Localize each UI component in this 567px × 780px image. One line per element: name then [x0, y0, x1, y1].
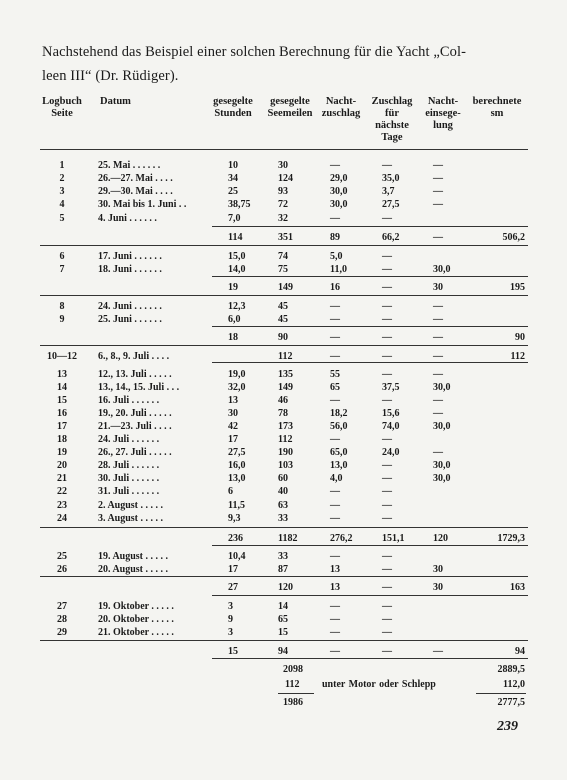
header-stunden	[206, 96, 260, 120]
cell-date: 19. Oktober . . . . .	[98, 601, 174, 612]
footer-rule-computed	[476, 693, 526, 694]
cell-logbook-page: 4	[59, 199, 65, 210]
cell-night-surcharge: —	[330, 160, 340, 171]
intro-line-2: leen III“ (Dr. Rüdiger).	[42, 68, 179, 84]
cell-date: 3. August . . . . .	[98, 513, 164, 524]
header-datum	[100, 96, 131, 108]
header-berechnete-line: sm	[490, 108, 504, 119]
cell-logbook-page: 27	[57, 601, 67, 612]
cell-sailed-hours: 6	[228, 486, 233, 497]
cell-night-surcharge: 16	[330, 282, 340, 293]
cell-logbook-page: 20	[57, 460, 67, 471]
cell-next-day-surcharge: 66,2	[382, 232, 400, 243]
cell-date: 28. Juli . . . . . .	[98, 460, 160, 471]
cell-computed-miles: 90	[515, 332, 525, 343]
cell-date: 17. Juni . . . . . .	[98, 251, 162, 262]
cell-night-surcharge: —	[330, 513, 340, 524]
cell-night-entry: —	[433, 332, 443, 343]
header-seemeilen-line: gesegelte	[270, 96, 310, 107]
cell-sailed-hours: 15	[228, 646, 238, 657]
cell-next-day-surcharge: —	[382, 351, 392, 362]
header-logbuch-line: Seite	[51, 108, 73, 119]
cell-night-surcharge: 276,2	[330, 533, 353, 544]
cell-sailed-miles: 72	[278, 199, 288, 210]
cell-night-surcharge: 30,0	[330, 186, 348, 197]
header-nachtzuschlag-line: zuschlag	[321, 108, 361, 119]
cell-sailed-miles: 1182	[278, 533, 298, 544]
cell-logbook-page: 10—12	[47, 351, 77, 362]
cell-next-day-surcharge: —	[382, 646, 392, 657]
cell-sailed-hours: 18	[228, 332, 238, 343]
cell-night-surcharge: —	[330, 332, 340, 343]
cell-sailed-hours: 9	[228, 614, 233, 625]
cell-sailed-hours: 30	[228, 408, 238, 419]
cell-sailed-hours: 14,0	[228, 264, 246, 275]
cell-night-entry: 30	[433, 582, 443, 593]
cell-date: 21. Oktober . . . . .	[98, 627, 174, 638]
cell-night-entry: 30,0	[433, 421, 451, 432]
cell-night-surcharge: —	[330, 434, 340, 445]
cell-sailed-miles: 173	[278, 421, 293, 432]
header-nachteinsegelung-line: Nacht-	[427, 96, 459, 107]
cell-night-surcharge: —	[330, 551, 340, 562]
cell-date: 21.—23. Juli . . . .	[98, 421, 172, 432]
intro-line-1: Nachstehend das Beispiel einer solchen Berechnung für die Yacht „Col-	[42, 44, 467, 60]
cell-logbook-page: 17	[57, 421, 67, 432]
cell-sailed-miles: 112	[278, 351, 293, 362]
footer-motor-miles: 112	[285, 679, 300, 690]
cell-sailed-hours: 13	[228, 395, 238, 406]
cell-computed-miles: 506,2	[502, 232, 525, 243]
cell-next-day-surcharge: 74,0	[382, 421, 400, 432]
cell-logbook-page: 3	[59, 186, 65, 197]
header-datum-line: Datum	[100, 96, 131, 107]
cell-night-surcharge: —	[330, 213, 340, 224]
header-nachteinsegelung	[420, 96, 466, 132]
cell-sailed-hours: 19	[228, 282, 238, 293]
table-rule	[212, 276, 528, 277]
cell-next-day-surcharge: —	[382, 486, 392, 497]
cell-next-day-surcharge: —	[382, 460, 392, 471]
cell-sailed-hours: 17	[228, 564, 238, 575]
cell-logbook-page: 16	[57, 408, 67, 419]
cell-next-day-surcharge: —	[382, 582, 392, 593]
header-berechnete-line: berechnete	[472, 96, 522, 107]
cell-sailed-miles: 351	[278, 232, 293, 243]
cell-sailed-hours: 17	[228, 434, 238, 445]
cell-next-day-surcharge: —	[382, 314, 392, 325]
cell-sailed-hours: 27,5	[228, 447, 246, 458]
cell-sailed-miles: 63	[278, 500, 288, 511]
cell-sailed-hours: 32,0	[228, 382, 246, 393]
cell-next-day-surcharge: 15,6	[382, 408, 400, 419]
cell-date: 13., 14., 15. Juli . . .	[98, 382, 180, 393]
cell-sailed-miles: 112	[278, 434, 293, 445]
cell-night-surcharge: 13	[330, 564, 340, 575]
cell-date: 18. Juni . . . . . .	[98, 264, 162, 275]
cell-sailed-hours: 42	[228, 421, 238, 432]
header-nachtzuschlag	[318, 96, 364, 120]
cell-date: 29.—30. Mai . . . .	[98, 186, 173, 197]
cell-night-surcharge: —	[330, 301, 340, 312]
cell-night-entry: 30	[433, 564, 443, 575]
cell-computed-miles: 163	[510, 582, 525, 593]
cell-sailed-miles: 45	[278, 301, 288, 312]
cell-night-surcharge: —	[330, 646, 340, 657]
table-rule	[40, 527, 528, 528]
cell-date: 20. August . . . . .	[98, 564, 169, 575]
cell-next-day-surcharge: —	[382, 282, 392, 293]
cell-night-surcharge: —	[330, 486, 340, 497]
cell-night-surcharge: —	[330, 351, 340, 362]
cell-date: 24. Juli . . . . . .	[98, 434, 160, 445]
cell-sailed-miles: 103	[278, 460, 293, 471]
page-number: 239	[497, 719, 518, 734]
cell-logbook-page: 24	[57, 513, 67, 524]
footer-total-computed: 2889,5	[497, 664, 525, 675]
cell-sailed-miles: 124	[278, 173, 293, 184]
cell-next-day-surcharge: 27,5	[382, 199, 400, 210]
cell-next-day-surcharge: —	[382, 264, 392, 275]
cell-sailed-hours: 25	[228, 186, 238, 197]
header-nachteinsegelung-line: lung	[433, 120, 453, 131]
cell-computed-miles: 195	[510, 282, 525, 293]
header-nachtzuschlag-line: Nacht-	[325, 96, 357, 107]
cell-logbook-page: 7	[59, 264, 65, 275]
table-rule	[212, 362, 528, 363]
cell-date: 25. Mai . . . . . .	[98, 160, 161, 171]
cell-next-day-surcharge: —	[382, 473, 392, 484]
intro-paragraph	[42, 40, 542, 88]
cell-date: 24. Juni . . . . . .	[98, 301, 162, 312]
header-stunden-line: gesegelte	[213, 96, 253, 107]
cell-logbook-page: 9	[59, 314, 65, 325]
cell-sailed-hours: 6,0	[228, 314, 241, 325]
cell-logbook-page: 29	[57, 627, 67, 638]
cell-sailed-miles: 120	[278, 582, 293, 593]
cell-logbook-page: 8	[59, 301, 65, 312]
cell-computed-miles: 94	[515, 646, 525, 657]
cell-next-day-surcharge: —	[382, 301, 392, 312]
table-rule	[40, 345, 528, 346]
cell-sailed-miles: 93	[278, 186, 288, 197]
cell-sailed-miles: 75	[278, 264, 288, 275]
cell-night-entry: —	[433, 186, 443, 197]
cell-date: 19., 20. Juli . . . . .	[98, 408, 172, 419]
cell-sailed-miles: 46	[278, 395, 288, 406]
cell-next-day-surcharge: 37,5	[382, 382, 400, 393]
cell-night-surcharge: 18,2	[330, 408, 348, 419]
cell-sailed-hours: 12,3	[228, 301, 246, 312]
cell-night-entry: —	[433, 173, 443, 184]
cell-date: 6., 8., 9. Juli . . . .	[98, 351, 170, 362]
cell-night-surcharge: 65	[330, 382, 340, 393]
header-logbuch	[40, 96, 84, 120]
header-rule	[40, 149, 528, 150]
header-stunden-line: Stunden	[214, 108, 252, 119]
cell-sailed-miles: 135	[278, 369, 293, 380]
cell-date: 30. Juli . . . . . .	[98, 473, 160, 484]
cell-night-surcharge: 65,0	[330, 447, 348, 458]
cell-sailed-miles: 65	[278, 614, 288, 625]
cell-sailed-hours: 7,0	[228, 213, 241, 224]
cell-night-surcharge: —	[330, 500, 340, 511]
cell-night-entry: —	[433, 646, 443, 657]
cell-sailed-miles: 74	[278, 251, 288, 262]
cell-next-day-surcharge: —	[382, 500, 392, 511]
cell-date: 25. Juni . . . . . .	[98, 314, 162, 325]
cell-logbook-page: 23	[57, 500, 67, 511]
cell-sailed-miles: 78	[278, 408, 288, 419]
cell-night-entry: —	[433, 199, 443, 210]
cell-night-surcharge: 56,0	[330, 421, 348, 432]
cell-night-entry: 30	[433, 282, 443, 293]
cell-sailed-miles: 33	[278, 513, 288, 524]
cell-sailed-miles: 32	[278, 213, 288, 224]
cell-logbook-page: 25	[57, 551, 67, 562]
cell-logbook-page: 28	[57, 614, 67, 625]
cell-sailed-hours: 10,4	[228, 551, 246, 562]
header-zuschlag-line: nächste	[375, 120, 409, 131]
header-zuschlag-line: für	[385, 108, 399, 119]
cell-logbook-page: 15	[57, 395, 67, 406]
cell-night-entry: —	[433, 301, 443, 312]
cell-night-entry: —	[433, 351, 443, 362]
cell-date: 26., 27. Juli . . . . .	[98, 447, 172, 458]
cell-night-surcharge: 5,0	[330, 251, 343, 262]
cell-next-day-surcharge: —	[382, 627, 392, 638]
cell-sailed-miles: 87	[278, 564, 288, 575]
cell-next-day-surcharge: 3,7	[382, 186, 395, 197]
cell-night-surcharge: —	[330, 314, 340, 325]
header-nachteinsegelung-line: einsege-	[425, 108, 461, 119]
cell-night-entry: —	[433, 314, 443, 325]
cell-date: 19. August . . . . .	[98, 551, 169, 562]
cell-date: 20. Oktober . . . . .	[98, 614, 174, 625]
cell-date: 16. Juli . . . . . .	[98, 395, 160, 406]
cell-next-day-surcharge: 35,0	[382, 173, 400, 184]
cell-logbook-page: 13	[57, 369, 67, 380]
cell-date: 4. Juni . . . . . .	[98, 213, 157, 224]
cell-night-surcharge: —	[330, 614, 340, 625]
cell-sailed-hours: 3	[228, 601, 233, 612]
cell-night-surcharge: 13,0	[330, 460, 348, 471]
cell-logbook-page: 26	[57, 564, 67, 575]
cell-night-entry: —	[433, 447, 443, 458]
cell-next-day-surcharge: —	[382, 551, 392, 562]
cell-sailed-miles: 45	[278, 314, 288, 325]
cell-night-entry: 30,0	[433, 264, 451, 275]
header-zuschlag-line: Zuschlag	[371, 96, 413, 107]
table-rule	[40, 576, 528, 577]
cell-next-day-surcharge: —	[382, 369, 392, 380]
cell-computed-miles: 112	[510, 351, 525, 362]
cell-next-day-surcharge: —	[382, 213, 392, 224]
cell-night-surcharge: —	[330, 627, 340, 638]
cell-night-entry: 30,0	[433, 460, 451, 471]
cell-logbook-page: 6	[59, 251, 65, 262]
header-zuschlag-line: Tage	[381, 132, 403, 143]
table-rule	[40, 245, 528, 246]
cell-date: 30. Mai bis 1. Juni . .	[98, 199, 187, 210]
cell-date: 26.—27. Mai . . . .	[98, 173, 173, 184]
cell-night-surcharge: 11,0	[330, 264, 347, 275]
cell-logbook-page: 1	[59, 160, 65, 171]
cell-next-day-surcharge: —	[382, 513, 392, 524]
cell-next-day-surcharge: —	[382, 251, 392, 262]
cell-sailed-miles: 60	[278, 473, 288, 484]
cell-next-day-surcharge: —	[382, 160, 392, 171]
cell-night-entry: 30,0	[433, 382, 451, 393]
cell-night-surcharge: 89	[330, 232, 340, 243]
cell-night-surcharge: —	[330, 601, 340, 612]
cell-sailed-hours: 34	[228, 173, 238, 184]
cell-night-surcharge: 29,0	[330, 173, 348, 184]
cell-sailed-miles: 94	[278, 646, 288, 657]
cell-sailed-miles: 30	[278, 160, 288, 171]
cell-next-day-surcharge: —	[382, 395, 392, 406]
cell-night-entry: —	[433, 232, 443, 243]
cell-logbook-page: 5	[59, 213, 65, 224]
footer-net-computed: 2777,5	[497, 697, 525, 708]
cell-sailed-hours: 27	[228, 582, 238, 593]
header-zuschlag	[366, 96, 418, 144]
cell-night-entry: —	[433, 369, 443, 380]
cell-sailed-hours: 11,5	[228, 500, 245, 511]
cell-date: 31. Juli . . . . . .	[98, 486, 160, 497]
cell-logbook-page: 22	[57, 486, 67, 497]
cell-sailed-hours: 19,0	[228, 369, 246, 380]
cell-night-entry: —	[433, 160, 443, 171]
cell-logbook-page: 2	[59, 173, 65, 184]
cell-computed-miles: 1729,3	[497, 533, 525, 544]
cell-sailed-hours: 38,75	[228, 199, 251, 210]
cell-night-entry: 120	[433, 533, 448, 544]
cell-night-entry: —	[433, 408, 443, 419]
cell-next-day-surcharge: —	[382, 601, 392, 612]
cell-sailed-miles: 149	[278, 382, 293, 393]
cell-sailed-hours: 16,0	[228, 460, 246, 471]
cell-logbook-page: 19	[57, 447, 67, 458]
cell-sailed-hours: 114	[228, 232, 243, 243]
cell-night-surcharge: —	[330, 395, 340, 406]
cell-next-day-surcharge: 151,1	[382, 533, 405, 544]
footer-total-miles: 2098	[283, 664, 303, 675]
cell-night-surcharge: 13	[330, 582, 340, 593]
cell-sailed-hours: 3	[228, 627, 233, 638]
cell-sailed-miles: 149	[278, 282, 293, 293]
cell-next-day-surcharge: —	[382, 614, 392, 625]
cell-sailed-miles: 33	[278, 551, 288, 562]
cell-logbook-page: 21	[57, 473, 67, 484]
footer-motor-text: unter Motor oder Schlepp	[322, 679, 436, 690]
cell-sailed-miles: 190	[278, 447, 293, 458]
header-berechnete	[466, 96, 528, 120]
cell-sailed-miles: 14	[278, 601, 288, 612]
cell-night-surcharge: 30,0	[330, 199, 348, 210]
cell-sailed-miles: 40	[278, 486, 288, 497]
cell-night-surcharge: 4,0	[330, 473, 343, 484]
cell-sailed-miles: 90	[278, 332, 288, 343]
footer-net-miles: 1986	[283, 697, 303, 708]
cell-sailed-hours: 10	[228, 160, 238, 171]
cell-next-day-surcharge: 24,0	[382, 447, 400, 458]
table-rule	[212, 545, 528, 546]
cell-logbook-page: 14	[57, 382, 67, 393]
cell-sailed-hours: 15,0	[228, 251, 246, 262]
table-rule	[212, 226, 528, 227]
cell-sailed-hours: 9,3	[228, 513, 241, 524]
table-rule	[212, 326, 528, 327]
table-rule	[212, 658, 528, 659]
cell-next-day-surcharge: —	[382, 434, 392, 445]
cell-next-day-surcharge: —	[382, 564, 392, 575]
header-seemeilen-line: Seemeilen	[267, 108, 313, 119]
cell-sailed-miles: 15	[278, 627, 288, 638]
footer-motor-computed: 112,0	[503, 679, 525, 690]
header-seemeilen	[262, 96, 318, 120]
cell-date: 12., 13. Juli . . . . .	[98, 369, 172, 380]
cell-next-day-surcharge: —	[382, 332, 392, 343]
cell-night-entry: 30,0	[433, 473, 451, 484]
cell-sailed-hours: 236	[228, 533, 243, 544]
table-rule	[40, 295, 528, 296]
cell-date: 2. August . . . . .	[98, 500, 164, 511]
table-rule	[212, 595, 528, 596]
table-rule	[40, 640, 528, 641]
cell-sailed-hours: 13,0	[228, 473, 246, 484]
cell-night-entry: —	[433, 395, 443, 406]
cell-night-surcharge: 55	[330, 369, 340, 380]
footer-rule-miles	[278, 693, 314, 694]
header-logbuch-line: Logbuch	[42, 96, 82, 107]
cell-logbook-page: 18	[57, 434, 67, 445]
